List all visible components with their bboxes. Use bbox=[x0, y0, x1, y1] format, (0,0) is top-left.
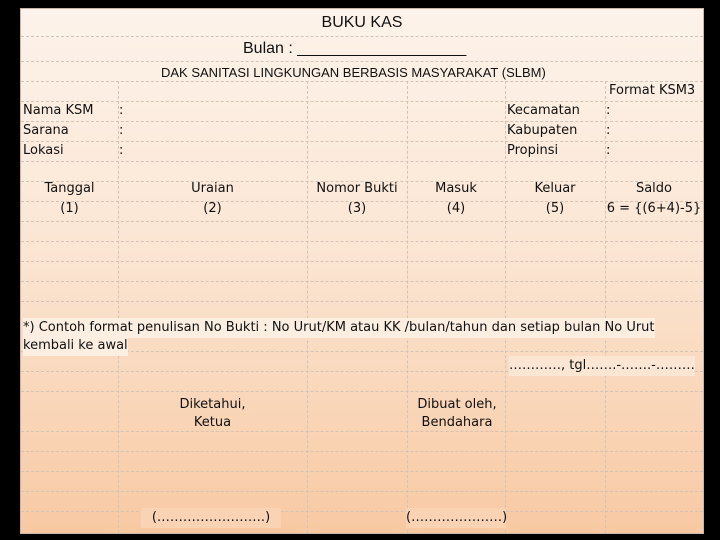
grid-line bbox=[21, 301, 703, 302]
grid-line bbox=[21, 61, 703, 62]
grid-line bbox=[307, 81, 308, 533]
document-title: BUKU KAS bbox=[321, 14, 403, 31]
grid-line bbox=[21, 261, 703, 262]
grid-line bbox=[21, 36, 703, 37]
column-header-keluar: Keluar bbox=[534, 181, 576, 196]
grid-line bbox=[21, 241, 703, 242]
info-colon: : bbox=[119, 143, 124, 158]
grid-line bbox=[21, 281, 703, 282]
signature-right-name-blank: (…………………) bbox=[406, 508, 506, 528]
info-label-propinsi: Propinsi bbox=[507, 143, 559, 158]
info-label-kecamatan: Kecamatan bbox=[507, 103, 580, 118]
info-label-sarana: Sarana bbox=[23, 123, 69, 138]
info-label-nama-ksm: Nama KSM bbox=[23, 103, 94, 118]
note-text: *) Contoh format penulisan No Bukti : No Urut/KM atau KK /bulan/tahun dan setiap bulan No Urut bbox=[23, 318, 655, 338]
column-number: (1) bbox=[60, 201, 79, 216]
cash-book-sheet bbox=[20, 8, 704, 534]
info-colon: : bbox=[606, 103, 611, 118]
grid-line bbox=[21, 471, 703, 472]
column-header-masuk: Masuk bbox=[435, 181, 477, 196]
signature-left-name-blank: (…………………….) bbox=[141, 508, 281, 528]
signature-right-role: Bendahara bbox=[421, 415, 493, 430]
grid-line bbox=[21, 391, 703, 392]
grid-line bbox=[21, 511, 703, 512]
grid-line bbox=[21, 491, 703, 492]
program-subtitle: DAK SANITASI LINGKUNGAN BERBASIS MASYARAKAT (SLBM) bbox=[161, 65, 546, 80]
signature-left-title: Diketahui, bbox=[179, 397, 246, 412]
column-number: (3) bbox=[347, 201, 367, 216]
column-header-nomor-bukti: Nomor Bukti bbox=[316, 181, 398, 196]
signature-left-role: Ketua bbox=[193, 415, 232, 430]
info-colon: : bbox=[119, 123, 124, 138]
column-header-uraian: Uraian bbox=[191, 181, 234, 196]
column-number: (2) bbox=[203, 201, 222, 216]
note-text-continued: kembali ke awal bbox=[23, 336, 128, 356]
grid-line bbox=[505, 81, 506, 533]
info-colon: : bbox=[119, 103, 124, 118]
format-code: Format KSM3 bbox=[609, 83, 696, 98]
column-formula: 6 = {(6+4)-5} bbox=[606, 201, 702, 216]
column-number: (5) bbox=[545, 201, 565, 216]
signature-right-title: Dibuat oleh, bbox=[417, 397, 497, 412]
info-colon: : bbox=[606, 143, 611, 158]
grid-line bbox=[21, 161, 703, 162]
column-number: (4) bbox=[446, 201, 466, 216]
grid-line bbox=[407, 81, 408, 533]
info-label-kabupaten: Kabupaten bbox=[507, 123, 578, 138]
column-header-tanggal: Tanggal bbox=[44, 181, 95, 196]
month-field: Bulan : ___________________ bbox=[243, 40, 467, 57]
info-colon: : bbox=[606, 123, 611, 138]
grid-line bbox=[21, 451, 703, 452]
column-header-saldo: Saldo bbox=[635, 181, 673, 196]
date-place-line: …………, tgl…….-…….-……… bbox=[509, 356, 695, 376]
grid-line bbox=[21, 221, 703, 222]
info-label-lokasi: Lokasi bbox=[23, 143, 64, 158]
